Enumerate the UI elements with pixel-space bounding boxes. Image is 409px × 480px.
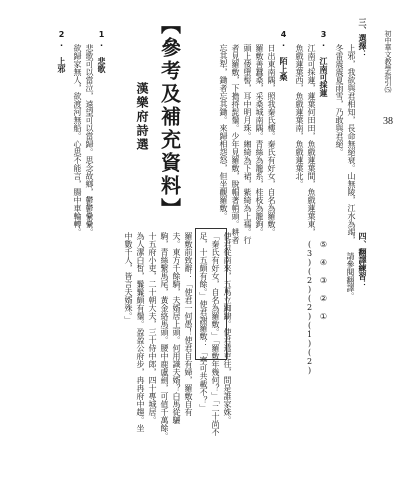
- answer-label-2: ②: [319, 294, 328, 303]
- section4-instruction: 請參閱翻譯。: [346, 252, 355, 300]
- section3-line2: 冬雷震震夏雨雪，乃敢與君絕。: [335, 44, 344, 156]
- moshang-line-14: 中數千人，皆言夫婿殊。」: [124, 232, 133, 324]
- answer-label-4: ④: [319, 258, 328, 267]
- moshang-line-13: 為人潔白皙，鬑鬑頗有鬚。盈盈公府步，冉冉府中趨。坐: [136, 232, 145, 432]
- answer-value-4: (2): [305, 267, 314, 294]
- answer-value-2: (1): [305, 321, 314, 348]
- moshang-line-11: 駒，青絲繫馬尾，黃金絡馬頭。腰中鹿盧劍，可值千萬餘。: [160, 232, 169, 440]
- running-head: 初中華文教學指引⑸: [384, 30, 392, 93]
- moshang-line-2: 羅敷善蠶桑，采桑城南隅。青絲為籠系，桂枝為籠鉤。: [255, 44, 264, 236]
- moshang-line-3: 頭上倭墮髻，耳中明月珠。緗綺為下裙，紫綺為上襦。行: [243, 44, 252, 244]
- answer-label-1: ①: [319, 312, 328, 321]
- moshang-line-8: 足，十五頗有餘。」使君謝羅敷：「寧可共載不？」: [199, 232, 208, 412]
- jiangnan-line1: 江南可採蓮，蓮葉何田田，魚戲蓮葉間，魚戲蓮葉東，: [307, 44, 316, 236]
- page-number: 38: [383, 116, 393, 127]
- answer-row-labels: [318, 240, 329, 321]
- answer-label-3: ③: [319, 276, 328, 285]
- answer-key: [298, 240, 338, 375]
- shangxie-heading: 2. 上邪: [57, 30, 66, 73]
- subtitle: 漢樂府詩選: [135, 82, 149, 152]
- answer-value-1: (2): [305, 348, 314, 375]
- moshang-line-12: 十五府小吏，二十朝大夫，三十侍中郎，四十專城居。: [148, 232, 157, 424]
- moshang-line-9: 羅敷前致辭：「使君一何愚！使君自有婦，羅敷自有: [184, 232, 193, 416]
- moshang-line-1: 日出東南隅，照我秦氏樓。秦氏有好女，自名為羅敷。: [267, 44, 276, 236]
- beige-line2: 欲歸家無人，欲渡河無船。心思不能言，腸中車輪轉。: [73, 44, 82, 236]
- section4-heading: 四、翻譯練習：: [358, 232, 367, 288]
- answer-value-3: (2): [305, 294, 314, 321]
- jiangnan-heading: 3. 江南可採蓮: [319, 30, 328, 97]
- beige-heading: 1. 悲歌: [97, 30, 106, 73]
- section3-heading: 三、選擇：: [358, 18, 367, 58]
- moshang-line-7: 「秦氏有好女，自名為羅敷。」「羅敷年幾何？」「二十尚不: [211, 232, 220, 436]
- quote-box-frame: [195, 228, 227, 360]
- moshang-heading: 4. 陌上桑: [279, 30, 288, 81]
- answer-row-values: [304, 240, 315, 375]
- moshang-line-6: 使君從南來，五馬立踟躕。使君遣吏往，問是誰家姝。: [223, 232, 232, 424]
- jiangnan-line2: 魚戲蓮葉西，魚戲蓮葉南，魚戲蓮葉北。: [295, 44, 304, 188]
- moshang-line-4: 者見羅敷，下擔捋髭鬚。少年見羅敷，脫帽著帩頭。耕者: [231, 44, 240, 244]
- answer-label-5: ⑤: [319, 240, 328, 249]
- answer-value-5: (3): [305, 240, 314, 267]
- section3-line1: 上邪，我欲與君相知，長命無絕衰。山無陵，江水為竭，: [347, 44, 356, 244]
- beige-line1: 悲歌可以當泣，遠望可以當歸。思念故鄉，鬱鬱纍纍。: [85, 44, 94, 236]
- main-title: 【參考及補充資料】: [157, 14, 182, 221]
- moshang-line-5: 忘其犁，鋤者忘其鋤。來歸相怨怒，但坐觀羅敷。: [219, 44, 228, 220]
- moshang-line-10: 夫。東方千餘騎，夫婿居上頭。何用識夫婿？白馬從驪: [172, 232, 181, 424]
